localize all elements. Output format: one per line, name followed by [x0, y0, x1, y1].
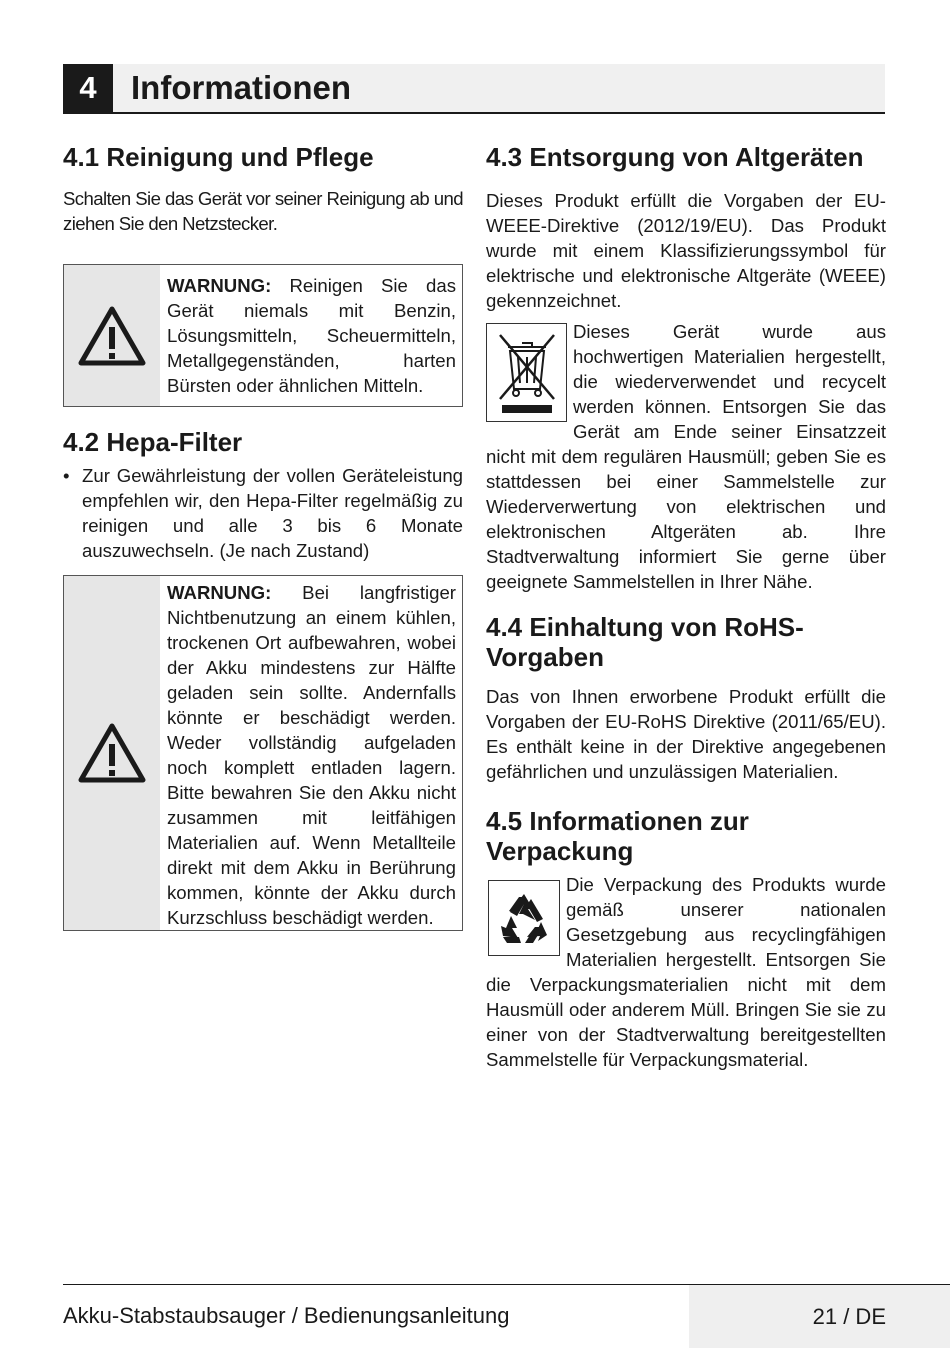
- weee-intro: Dieses Produkt erfüllt die Vorgaben der EU-WEEE-Direktive (2012/19/EU). Das Produkt wurde mit einem Klassifizierungssymbol für elektrische und elektronische Altgeräte (WEEE) gekennzeichnet.: [486, 190, 886, 311]
- warning-body: Bei langfristiger Nichtbenutzung an einem kühlen, trockenen Ort aufbewahren, wobei der Akku mindestens zur Hälfte geladen sein sollte. Andernfalls könnte er beschädigt werden. Weder vollständig aufgeladen noch komplett entladen lagern. Bitte bewahren Sie den Akku nicht zusammen mit leitfähigen Materialien auf. Wenn Metallteile direkt mit dem Akku in Berührung kommen, könnte der Akku durch Kurzschluss beschädigt werden.: [167, 582, 456, 928]
- footer-title: Akku-Stabstaubsauger / Bedienungsanleitung: [63, 1303, 510, 1328]
- page-number-text: 21 / DE: [812, 1303, 886, 1329]
- weee-body: Dieses Gerät wurde aus hochwertigen Materialien hergestellt, die wiederverwendet und recycelt werden können. Entsorgen Sie das Gerät am Ende seiner Einsatzzeit nicht mit dem regulären Hausmüll; geben Sie es stattdessen bei einer Sammelstelle zur Wiederverwertung von elektrischen und elektronischen Altgeräten ab. Ihre Stadtverwaltung informiert Sie gerne über geeignete Sammelstellen in Ihrer Nähe.: [486, 321, 886, 592]
- warning-label: WARNUNG:: [167, 275, 272, 296]
- packaging-body: Die Verpackung des Produkts wurde gemäß unserer nationalen Gesetzgebung aus recyclingfähigen Materialien hergestellt. Entsorgen Sie die Verpackungsmaterialien nicht mit dem Hausmüll oder anderem Müll. Bringen Sie sie zu einer von der Stadtverwaltung bereitgestellten Sammelstelle für Verpackungsmaterial.: [486, 874, 886, 1070]
- weee-block: [486, 319, 886, 594]
- heading-4-2: 4.2 Hepa-Filter: [63, 427, 243, 457]
- warning-icon: [64, 576, 160, 930]
- page-number: [689, 1285, 950, 1348]
- section-header: [63, 64, 885, 114]
- rohs-body: Das von Ihnen erworbene Produkt erfüllt die Vorgaben der EU-RoHS Direktive (2011/65/EU). Es enthält keine in der Direktive angegebenen gefährlichen und unzulässigen Materialien.: [486, 686, 886, 782]
- weee-bin-icon: [486, 323, 567, 422]
- section-number: 4: [63, 64, 113, 112]
- warning-body: Reinigen Sie das Gerät niemals mit Benzin, Lösungsmitteln, Scheuermitteln, Metallgegenständen, harten Bürsten oder ähnlichen Mitteln.: [167, 275, 456, 396]
- heading-4-5: 4.5 Informationen zur Verpackung: [486, 806, 749, 866]
- cleaning-warning-box: [63, 264, 463, 407]
- heading-4-1: 4.1 Reinigung und Pflege: [63, 142, 374, 172]
- battery-warning-text: [160, 576, 462, 930]
- recycle-icon: [488, 880, 560, 956]
- hepa-bullet: [63, 463, 463, 563]
- cleaning-intro: Schalten Sie das Gerät vor seiner Reinigung ab und ziehen Sie den Netzstecker.: [63, 188, 463, 234]
- warning-label: WARNUNG:: [167, 582, 272, 603]
- bullet-marker: •: [63, 465, 70, 486]
- heading-4-3: 4.3 Entsorgung von Altgeräten: [486, 142, 864, 172]
- left-column: [63, 142, 463, 931]
- section-title: Informationen: [131, 69, 351, 106]
- warning-icon: [64, 265, 160, 406]
- hepa-bullet-text: Zur Gewährleistung der vollen Geräteleistung empfehlen wir, den Hepa-Filter regelmäßig zu reinigen und alle 3 bis 6 Monate auszuwechseln. (Je nach Zustand): [82, 465, 463, 561]
- cleaning-warning-text: [160, 265, 462, 406]
- battery-warning-box: [63, 575, 463, 931]
- packaging-block: [486, 872, 886, 1072]
- heading-4-4: 4.4 Einhaltung von RoHS-Vorgaben: [486, 612, 804, 672]
- right-column: [486, 142, 886, 1072]
